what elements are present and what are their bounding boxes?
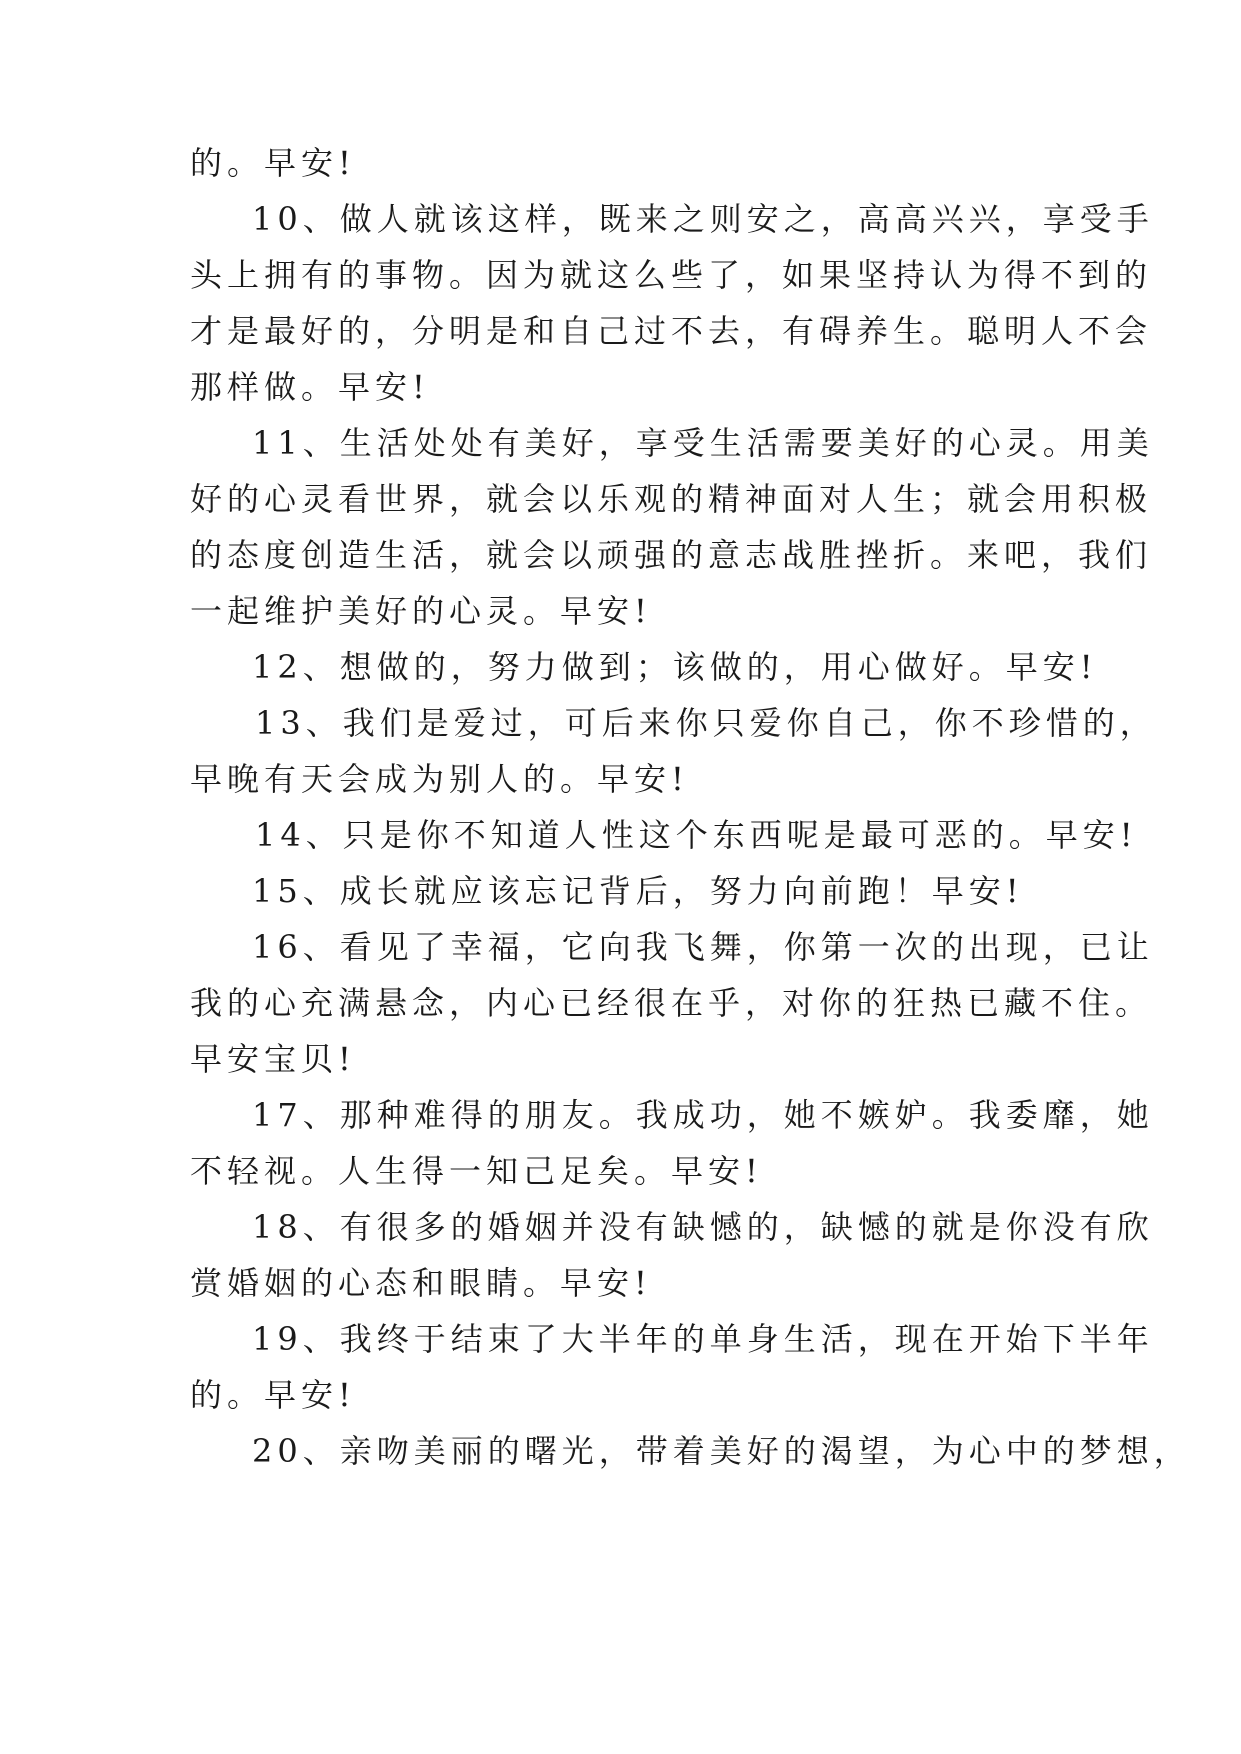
text-line: 19、我终于结束了大半年的单身生活，现在开始下半年 [252, 1320, 1154, 1358]
text-line: 赏婚姻的心态和眼睛。早安! [190, 1264, 652, 1302]
text-line: 的。早安! [190, 144, 356, 182]
text-line: 18、有很多的婚姻并没有缺憾的，缺憾的就是你没有欣 [252, 1208, 1154, 1246]
text-line: 早安宝贝! [190, 1040, 356, 1078]
text-line: 才是最好的，分明是和自己过不去，有碍养生。聪明人不会 [190, 312, 1153, 350]
text-line: 的态度创造生活，就会以顽强的意志战胜挫折。来吧，我们 [190, 536, 1153, 574]
text-line: 10、做人就该这样，既来之则安之，高高兴兴，享受手 [252, 200, 1154, 238]
text-line: 20、亲吻美丽的曙光，带着美好的渴望，为心中的梦想， [252, 1432, 1191, 1470]
text-line: 那样做。早安! [190, 368, 430, 406]
text-line: 头上拥有的事物。因为就这么些了，如果坚持认为得不到的 [190, 256, 1153, 294]
text-line: 好的心灵看世界，就会以乐观的精神面对人生；就会用积极 [190, 480, 1153, 518]
text-line: 早晚有天会成为别人的。早安! [190, 760, 689, 798]
text-line: 12、想做的，努力做到；该做的，用心做好。早安! [252, 648, 1098, 686]
text-line: 16、看见了幸福，它向我飞舞，你第一次的出现，已让 [252, 928, 1154, 966]
text-line: 的。早安! [190, 1376, 356, 1414]
text-line: 15、成长就应该忘记背后，努力向前跑！早安! [252, 872, 1024, 910]
text-line: 一起维护美好的心灵。早安! [190, 592, 652, 630]
text-line: 不轻视。人生得一知己足矣。早安! [190, 1152, 763, 1190]
text-line: 17、那种难得的朋友。我成功，她不嫉妒。我委靡，她 [252, 1096, 1154, 1134]
text-line: 13、我们是爱过，可后来你只爱你自己，你不珍惜的， [255, 704, 1157, 742]
text-line: 我的心充满悬念，内心已经很在乎，对你的狂热已藏不住。 [190, 984, 1153, 1022]
text-line: 14、只是你不知道人性这个东西呢是最可恶的。早安! [255, 816, 1138, 854]
text-line: 11、生活处处有美好，享受生活需要美好的心灵。用美 [252, 424, 1154, 462]
